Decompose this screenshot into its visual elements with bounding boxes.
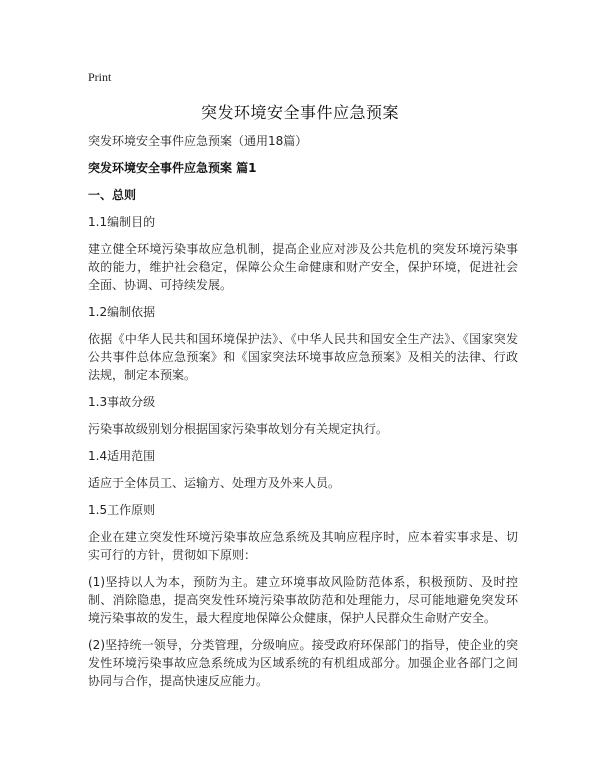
document-subtitle: 突发环境安全事件应急预案（通用18篇） <box>88 134 308 148</box>
section-heading: 1.3事故分级 <box>88 395 156 409</box>
section-paragraph: 依据《中华人民共和国环境保护法》、《中华人民共和国安全生产法》、《国家突发公共事件总体应急预案》和《国家突法环境事故应急预案》及相关的法律、行政法规，制定本预案。 <box>88 332 518 382</box>
section-heading: 1.1编制目的 <box>88 215 156 229</box>
article-heading: 突发环境安全事件应急预案 篇1 <box>88 161 257 175</box>
section-heading: 1.4适用范围 <box>88 449 156 463</box>
section-paragraph: 适应于全体员工、运输方、处理方及外来人员。 <box>88 476 341 490</box>
section-paragraph: (1)坚持以人为本，预防为主。建立环境事故风险防范体系，积极预防、及时控制、消除隐患，提高突发性环境污染事故防范和处理能力，尽可能地避免突发环境污染事故的发生，最大程度地保障公众健康，保护人民群众生命财产安全。 <box>88 575 518 625</box>
document-body <box>88 132 518 699</box>
page-title: 突发环境安全事件应急预案 <box>200 103 399 122</box>
section-paragraph: (2)坚持统一领导，分类管理，分级响应。接受政府环保部门的指导，使企业的突发性环境污染事故应急系统成为区域系统的有机组成部分。加强企业各部门之间协同与合作，提高快速反应能力。 <box>88 638 518 688</box>
section-heading: 1.2编制依据 <box>88 305 156 319</box>
chapter-heading: 一、总则 <box>88 188 137 202</box>
section-heading: 1.5工作原则 <box>88 503 156 517</box>
section-paragraph: 污染事故级别划分根据国家污染事故划分有关规定执行。 <box>88 422 389 436</box>
print-link[interactable]: Print <box>88 70 112 84</box>
section-paragraph: 建立健全环境污染事故应急机制，提高企业应对涉及公共危机的突发环境污染事故的能力，维护社会稳定，保障公众生命健康和财产安全，保护环境，促进社会全面、协调、可持续发展。 <box>88 242 518 292</box>
section-paragraph: 企业在建立突发性环境污染事故应急系统及其响应程序时，应本着实事求是、切实可行的方针，贯彻如下原则： <box>88 530 518 562</box>
